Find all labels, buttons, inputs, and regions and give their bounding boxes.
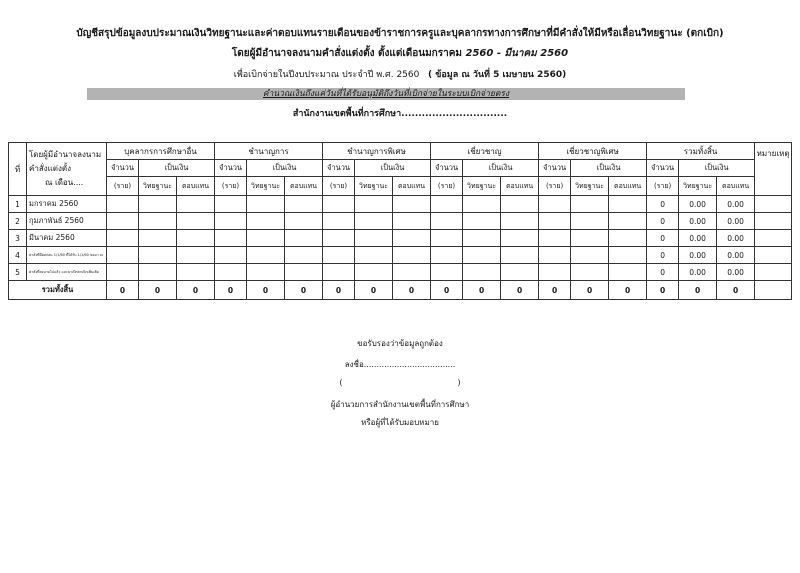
sub-header-compensation: ตอบแทน	[717, 177, 755, 196]
table-row	[9, 196, 792, 213]
group-header: ชำนาญการพิเศษ	[323, 143, 431, 160]
empty-cell	[539, 247, 571, 264]
row-number: 1	[9, 196, 27, 213]
empty-cell	[501, 196, 539, 213]
total-value-cell: 0	[647, 281, 679, 300]
total-value-cell: 0	[177, 281, 215, 300]
authority-period-line	[0, 46, 800, 61]
empty-cell	[571, 264, 609, 281]
total-value-cell: 0	[609, 281, 647, 300]
empty-cell	[139, 264, 177, 281]
empty-cell	[355, 230, 393, 247]
empty-cell	[285, 196, 323, 213]
empty-cell	[139, 196, 177, 213]
empty-cell	[107, 213, 139, 230]
empty-cell	[463, 230, 501, 247]
empty-cell	[463, 196, 501, 213]
sub-header-academic: วิทยฐานะ	[463, 177, 501, 196]
empty-cell	[501, 247, 539, 264]
empty-cell	[215, 230, 247, 247]
empty-cell	[355, 213, 393, 230]
total-value-cell: 0	[285, 281, 323, 300]
period-range: 2560 - มีนาคม 2560	[465, 48, 569, 59]
name-paren-close: )	[457, 378, 461, 387]
empty-cell	[323, 230, 355, 247]
signer-delegate: หรือผู้ที่ได้รับมอบหมาย	[361, 418, 439, 427]
calculation-note-band	[87, 88, 685, 100]
total-compensation-cell: 0.00	[717, 264, 755, 281]
empty-cell	[107, 247, 139, 264]
row-month: มีนาคม 2560	[27, 230, 107, 247]
sub-header-unit: (ราย)	[431, 177, 463, 196]
empty-cell	[139, 247, 177, 264]
total-academic-cell: 0.00	[679, 196, 717, 213]
total-academic-cell: 0.00	[679, 264, 717, 281]
sub-header-count: จำนวน	[323, 160, 355, 177]
total-value-cell: 0	[571, 281, 609, 300]
sub-header-compensation: ตอบแทน	[609, 177, 647, 196]
empty-cell	[177, 264, 215, 281]
fiscal-year-line	[0, 67, 800, 81]
remark-cell	[755, 213, 792, 230]
row-month: มกราคม 2560	[27, 196, 107, 213]
empty-cell	[609, 196, 647, 213]
sub-header-compensation: ตอบแทน	[177, 177, 215, 196]
total-value-cell: 0	[717, 281, 755, 300]
signature-line: ลงชื่อ....................................	[344, 360, 456, 369]
empty-cell	[215, 264, 247, 281]
total-value-cell: 0	[323, 281, 355, 300]
total-count-cell: 0	[647, 230, 679, 247]
sub-header-count: จำนวน	[215, 160, 247, 177]
total-value-cell: 0	[501, 281, 539, 300]
row-number: 4	[9, 247, 27, 264]
total-value-cell: 0	[107, 281, 139, 300]
authority-header-line2: คำสั่งแต่งตั้ง	[29, 164, 71, 173]
empty-cell	[215, 213, 247, 230]
sub-header-academic: วิทยฐานะ	[247, 177, 285, 196]
empty-cell	[177, 230, 215, 247]
sub-header-money: เป็นเงิน	[679, 160, 755, 177]
certify-text: ขอรับรองว่าข้อมูลถูกต้อง	[357, 339, 443, 348]
group-header: เชี่ยวชาญ	[431, 143, 539, 160]
name-paren-open: (	[339, 378, 343, 387]
remark-cell	[755, 281, 792, 300]
authority-header-line1: โดยผู้มีอำนาจลงนาม	[29, 150, 102, 159]
table-row	[9, 247, 792, 264]
sub-header-compensation: ตอบแทน	[393, 177, 431, 196]
empty-cell	[355, 247, 393, 264]
total-compensation-cell: 0.00	[717, 247, 755, 264]
header-row-sub	[9, 160, 792, 177]
total-label: รวมทั้งสิ้น	[9, 281, 107, 300]
table-row	[9, 230, 792, 247]
total-value-cell: 0	[139, 281, 177, 300]
authority-period-prefix: โดยผู้มีอำนาจลงนามคำสั่งแต่งตั้ง ตั้งแต่เดือนมกราคม	[231, 48, 463, 59]
empty-cell	[539, 230, 571, 247]
empty-cell	[609, 213, 647, 230]
row-month: ค่าสั่งที่ลงนามไปแล้ว และมาเบิกตกเบิกเพิ่มเติม	[27, 264, 107, 281]
empty-cell	[501, 230, 539, 247]
remark-cell	[755, 196, 792, 213]
empty-cell	[463, 264, 501, 281]
total-count-cell: 0	[647, 213, 679, 230]
empty-cell	[571, 247, 609, 264]
empty-cell	[501, 264, 539, 281]
empty-cell	[571, 196, 609, 213]
sub-header-academic: วิทยฐานะ	[679, 177, 717, 196]
table-row	[9, 264, 792, 281]
empty-cell	[285, 264, 323, 281]
empty-cell	[107, 264, 139, 281]
calculation-note-text: คำนวณเงินถึงแค่วันที่ได้รับอนุมัติถึงวันที่เบิกจ่ายในระบบเบิกจ่ายตรง	[262, 89, 510, 99]
empty-cell	[285, 247, 323, 264]
empty-cell	[285, 213, 323, 230]
empty-cell	[431, 264, 463, 281]
office-name-line: สำนักงานเขตพื้นที่การศึกษา...............................	[292, 109, 508, 119]
empty-cell	[107, 196, 139, 213]
sub-header-count: จำนวน	[431, 160, 463, 177]
total-value-cell: 0	[679, 281, 717, 300]
col-header-remark: หมายเหตุ	[755, 143, 792, 196]
empty-cell	[539, 213, 571, 230]
empty-cell	[323, 196, 355, 213]
sub-header-unit: (ราย)	[323, 177, 355, 196]
total-value-cell: 0	[247, 281, 285, 300]
empty-cell	[571, 213, 609, 230]
empty-cell	[139, 230, 177, 247]
row-month: ค่าสั่งที่มีผลก่อน 1/1/60 ที่ได้รับ 1/1/60 ขอมา ณ	[27, 247, 107, 264]
sub-header-count: จำนวน	[107, 160, 139, 177]
empty-cell	[247, 230, 285, 247]
sub-header-money: เป็นเงิน	[571, 160, 647, 177]
empty-cell	[463, 213, 501, 230]
summary-table	[8, 142, 792, 300]
sub-header-compensation: ตอบแทน	[285, 177, 323, 196]
empty-cell	[177, 213, 215, 230]
empty-cell	[571, 230, 609, 247]
empty-cell	[393, 213, 431, 230]
empty-cell	[139, 213, 177, 230]
total-value-cell: 0	[215, 281, 247, 300]
group-header: เชี่ยวชาญพิเศษ	[539, 143, 647, 160]
total-value-cell: 0	[393, 281, 431, 300]
empty-cell	[501, 213, 539, 230]
empty-cell	[247, 264, 285, 281]
total-count-cell: 0	[647, 264, 679, 281]
empty-cell	[215, 247, 247, 264]
empty-cell	[323, 213, 355, 230]
row-number: 2	[9, 213, 27, 230]
total-row	[9, 281, 792, 300]
empty-cell	[431, 213, 463, 230]
sub-header-compensation: ตอบแทน	[501, 177, 539, 196]
group-header: ชำนาญการ	[215, 143, 323, 160]
remark-cell	[755, 264, 792, 281]
empty-cell	[355, 196, 393, 213]
total-academic-cell: 0.00	[679, 247, 717, 264]
sub-header-count: จำนวน	[539, 160, 571, 177]
total-count-cell: 0	[647, 196, 679, 213]
total-value-cell: 0	[539, 281, 571, 300]
group-header: บุคลากรการศึกษาอื่น	[107, 143, 215, 160]
sub-header-money: เป็นเงิน	[139, 160, 215, 177]
row-month: กุมภาพันธ์ 2560	[27, 213, 107, 230]
table-row	[9, 213, 792, 230]
empty-cell	[247, 213, 285, 230]
sub-header-academic: วิทยฐานะ	[355, 177, 393, 196]
fiscal-year-text: เพื่อเบิกจ่ายในปีงบประมาณ ประจำปี พ.ศ. 2560	[233, 70, 420, 80]
total-value-cell: 0	[431, 281, 463, 300]
header-row-units	[9, 177, 792, 196]
empty-cell	[323, 247, 355, 264]
col-header-no: ที่	[9, 143, 27, 196]
empty-cell	[177, 196, 215, 213]
col-header-authority	[27, 143, 107, 196]
empty-cell	[393, 247, 431, 264]
remark-cell	[755, 247, 792, 264]
empty-cell	[609, 264, 647, 281]
empty-cell	[285, 230, 323, 247]
sub-header-unit: (ราย)	[647, 177, 679, 196]
empty-cell	[215, 196, 247, 213]
empty-cell	[247, 196, 285, 213]
total-academic-cell: 0.00	[679, 213, 717, 230]
empty-cell	[431, 247, 463, 264]
total-value-cell: 0	[355, 281, 393, 300]
total-value-cell: 0	[463, 281, 501, 300]
empty-cell	[107, 230, 139, 247]
empty-cell	[247, 247, 285, 264]
empty-cell	[609, 230, 647, 247]
header-row-groups	[9, 143, 792, 160]
authority-header-line3: ณ เดือน....	[45, 178, 84, 187]
signer-name-line	[240, 378, 560, 387]
total-compensation-cell: 0.00	[717, 196, 755, 213]
sub-header-unit: (ราย)	[215, 177, 247, 196]
total-academic-cell: 0.00	[679, 230, 717, 247]
remark-cell	[755, 230, 792, 247]
empty-cell	[355, 264, 393, 281]
empty-cell	[431, 230, 463, 247]
sub-header-unit: (ราย)	[539, 177, 571, 196]
sub-header-unit: (ราย)	[107, 177, 139, 196]
empty-cell	[431, 196, 463, 213]
sub-header-money: เป็นเงิน	[355, 160, 431, 177]
empty-cell	[539, 264, 571, 281]
empty-cell	[177, 247, 215, 264]
empty-cell	[463, 247, 501, 264]
row-number: 5	[9, 264, 27, 281]
sub-header-count: จำนวน	[647, 160, 679, 177]
sub-header-academic: วิทยฐานะ	[571, 177, 609, 196]
empty-cell	[393, 196, 431, 213]
group-header: รวมทั้งสิ้น	[647, 143, 755, 160]
empty-cell	[539, 196, 571, 213]
total-compensation-cell: 0.00	[717, 230, 755, 247]
empty-cell	[393, 264, 431, 281]
sub-header-money: เป็นเงิน	[247, 160, 323, 177]
total-compensation-cell: 0.00	[717, 213, 755, 230]
row-number: 3	[9, 230, 27, 247]
empty-cell	[323, 264, 355, 281]
empty-cell	[609, 247, 647, 264]
sub-header-money: เป็นเงิน	[463, 160, 539, 177]
empty-cell	[393, 230, 431, 247]
signer-position: ผู้อำนวยการสำนักงานเขตพื้นที่การศึกษา	[330, 400, 470, 409]
sub-header-academic: วิทยฐานะ	[139, 177, 177, 196]
total-count-cell: 0	[647, 247, 679, 264]
document-title: บัญชีสรุปข้อมูลงบประมาณเงินวิทยฐานะและค่าตอบแทนรายเดือนของข้าราชการครูและบุคลากรทางการศึกษาที่มีคำสั่งให้มีหรือเลื่อนวิทยฐานะ (ตกเบิก)	[76, 28, 724, 39]
data-as-of-date: ( ข้อมูล ณ วันที่ 5 เมษายน 2560)	[427, 70, 567, 80]
